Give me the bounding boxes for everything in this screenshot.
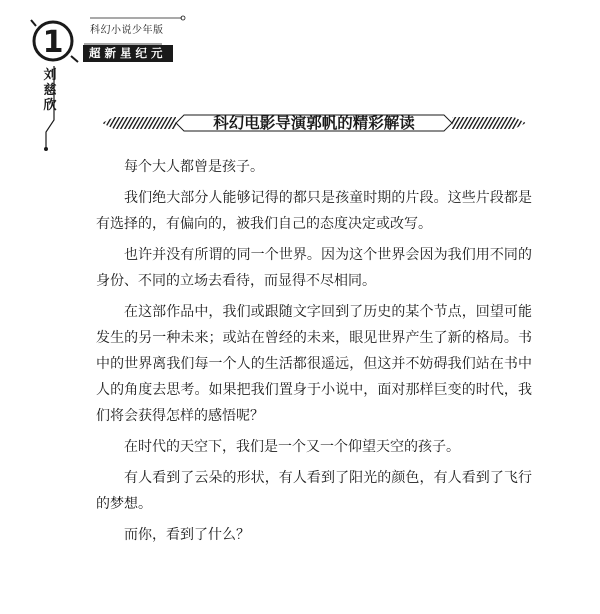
section-heading: 科幻电影导演郭帆的精彩解读 — [213, 114, 415, 132]
body-text — [96, 154, 532, 553]
paragraph: 我们绝大部分人能够记得的都只是孩童时期的片段。这些片段都是有选择的，有偏向的，被我们自己的态度决定或改写。 — [96, 190, 532, 232]
paragraph: 而你，看到了什么？ — [124, 527, 250, 543]
paragraph: 有人看到了云朵的形状，有人看到了阳光的颜色，有人看到了飞行的梦想。 — [96, 470, 532, 512]
paragraph: 在这部作品中，我们或跟随文字回到了历史的某个节点，回望可能发生的另一种未来；或站在曾经的未来，眼见世界产生了新的格局。书中的世界离我们每一个人的生活都很遥远，但这并不妨碍我们站在书中人的角度去思考。如果把我们置身于小说中，面对那样巨变的时代，我们将会获得怎样的感悟呢？ — [96, 304, 532, 424]
paragraph: 也许并没有所谓的同一个世界。因为这个世界会因为我们用不同的身份、不同的立场去看待，而显得不尽相同。 — [96, 247, 532, 289]
author-char: 欣 — [43, 98, 57, 113]
author-name — [43, 68, 57, 113]
paragraph: 每个大人都曾是孩子。 — [124, 159, 264, 175]
author-char: 刘 — [43, 68, 57, 83]
author-char: 慈 — [43, 83, 57, 98]
series-name-badge: 超新星纪元 — [83, 45, 173, 62]
volume-number: 1 — [42, 25, 64, 60]
paragraph: 在时代的天空下，我们是一个又一个仰望天空的孩子。 — [124, 439, 460, 455]
series-title: 科幻小说少年版 — [90, 25, 164, 36]
